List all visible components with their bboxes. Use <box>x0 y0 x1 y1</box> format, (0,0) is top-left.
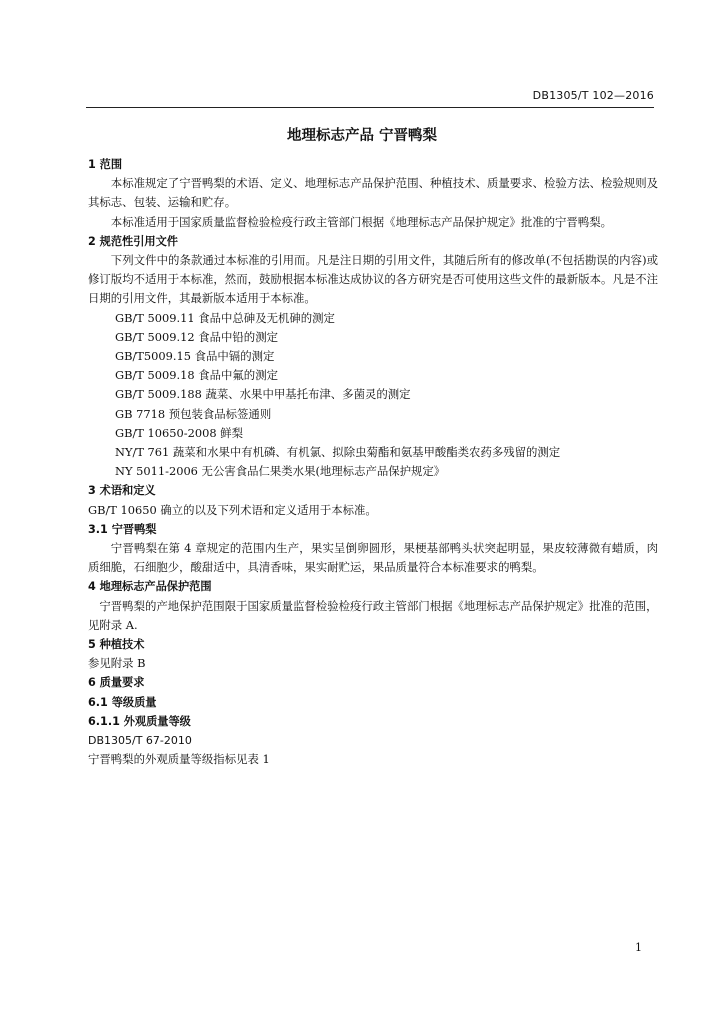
section-3-heading: 3 术语和定义 <box>88 484 156 498</box>
section-4-paragraph-1: 宁晋鸭梨的产地保护范围限于国家质量监督检验检疫行政主管部门根据《地理标志产品保护规定》批准的范围，见附录 A. <box>88 598 658 632</box>
reference-item: GB 7718 预包装食品标签通则 <box>115 406 272 421</box>
reference-item: NY/T 761 蔬菜和水果中有机磷、有机氯、拟除虫菊酯和氨基甲酸酯类农药多残留的测定 <box>115 445 561 460</box>
reference-item: GB/T 10650-2008 鲜梨 <box>115 425 244 440</box>
section-2-paragraph-1: 下列文件中的条款通过本标准的引用而。凡是注日期的引用文件，其随后所有的修改单(不包括勘误的内容)或修订版均不适用于本标准，然而，鼓励根据本标准达成协议的各方研究是否可使用这些文件的最新版本。凡是不注日期的引用文件，其最新版本适用于本标准。 <box>88 253 658 306</box>
reference-item: GB/T 5009.12 食品中铅的测定 <box>115 329 278 344</box>
section-6-1-1-standard-code: DB1305/T 67-2010 <box>88 734 192 748</box>
section-5-heading: 5 种植技术 <box>88 638 145 652</box>
section-3-1-heading: 3.1 宁晋鸭梨 <box>88 522 157 536</box>
reference-item: GB/T 5009.188 蔬菜、水果中甲基托布津、多菌灵的测定 <box>115 387 411 402</box>
section-6-1-heading: 6.1 等级质量 <box>88 695 157 709</box>
reference-list <box>88 309 658 482</box>
section-6-1-1-heading: 6.1.1 外观质量等级 <box>88 714 191 728</box>
section-5-paragraph-1: 参见附录 B <box>88 656 146 671</box>
reference-item: GB/T5009.15 食品中镉的测定 <box>115 349 275 364</box>
section-6-1-1-paragraph-1: 宁晋鸭梨的外观质量等级指标见表 1 <box>88 752 270 767</box>
section-1-heading: 1 范围 <box>88 158 123 171</box>
section-3-1-paragraph-1: 宁晋鸭梨在第 4 章规定的范围内生产，果实呈倒卵圆形，果梗基部鸭头状突起明显，果皮较薄微有蜡质，肉质细脆，石细胞少，酸甜适中，具清香味，果实耐贮运，果品质量符合本标准要求的鸭梨。 <box>88 541 658 575</box>
section-1-paragraph-2: 本标准适用于国家质量监督检验检疫行政主管部门根据《地理标志产品保护规定》批准的宁晋鸭梨。 <box>110 214 612 229</box>
section-3-paragraph-1: GB/T 10650 确立的以及下列术语和定义适用于本标准。 <box>88 502 377 517</box>
document-title: 地理标志产品 宁晋鸭梨 <box>286 128 438 144</box>
reference-item: NY 5011-2006 无公害食品仁果类水果(地理标志产品保护规定》 <box>115 464 446 479</box>
page-number: 1 <box>635 941 642 954</box>
section-2-heading: 2 规范性引用文件 <box>88 234 178 248</box>
reference-item: GB/T 5009.18 食品中氟的测定 <box>115 368 278 383</box>
section-4-heading: 4 地理标志产品保护范围 <box>88 580 212 594</box>
section-6-heading: 6 质量要求 <box>88 676 145 690</box>
document-body <box>88 155 658 770</box>
standard-code: DB1305/T 102—2016 <box>532 89 654 102</box>
reference-item: GB/T 5009.11 食品中总砷及无机砷的测定 <box>115 310 335 325</box>
section-1-paragraph-1: 本标准规定了宁晋鸭梨的术语、定义、地理标志产品保护范围、种植技术、质量要求、检验方法、检验规则及其标志、包装、运输和贮存。 <box>88 176 658 210</box>
header-rule <box>86 107 654 108</box>
